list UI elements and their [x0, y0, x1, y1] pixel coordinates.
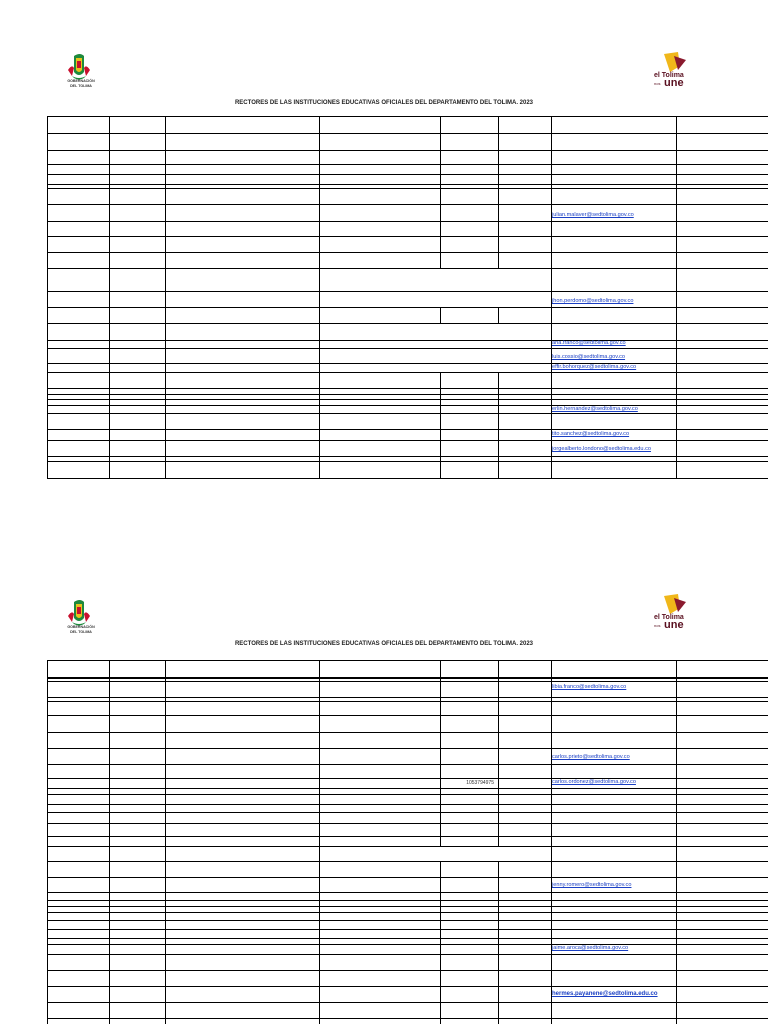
- page-title: RECTORES DE LAS INSTITUCIONES EDUCATIVAS OFICIALES DEL DEPARTAMENTO DEL TOLIMA. 2023: [234, 641, 534, 647]
- tolima-logo-line3: une: [664, 619, 684, 631]
- document-page-2: [0, 590, 768, 1024]
- tolima-heart-icon: [650, 50, 706, 74]
- tolima-heart-icon: [650, 592, 706, 616]
- email-link[interactable]: libia.franco@sedtolima.gov.co: [552, 684, 627, 690]
- gobernacion-logo-line2: DEL TOLIMA: [70, 630, 92, 634]
- email-link[interactable]: julian.malaver@sedtolima.gov.co: [552, 212, 634, 218]
- email-link[interactable]: luis.cossio@sedtolima.gov.co: [552, 354, 626, 360]
- email-link[interactable]: hermes.payanene@sedtolima.edu.co: [552, 991, 658, 997]
- email-link[interactable]: tito.sanchez@sedtolima.gov.co: [552, 431, 630, 437]
- gobernacion-logo-line1: GOBERNACIÓN: [67, 79, 95, 83]
- gobernacion-logo-line2: DEL TOLIMA: [70, 84, 92, 88]
- document-page-1: [0, 0, 768, 490]
- gobernacion-logo: [60, 596, 120, 636]
- gobernacion-logo-line1: GOBERNACIÓN: [67, 625, 95, 629]
- phone-number: 1053794975: [466, 780, 494, 786]
- tolima-logo-line2: nos: [654, 623, 661, 628]
- email-link[interactable]: carlos.ordonez@sedtolima.gov.co: [552, 779, 636, 785]
- email-link[interactable]: ana.franco@sedtolima.gov.co: [552, 340, 626, 346]
- email-link[interactable]: jaime.aroca@sedtolima.gov.co: [552, 945, 629, 951]
- email-link[interactable]: jenny.romero@sedtolima.gov.co: [552, 882, 632, 888]
- email-link[interactable]: effir.bohorquez@sedtolima.gov.co: [552, 364, 637, 370]
- rectors-table: [47, 660, 768, 1024]
- tolima-logo-line1: el Tolima: [654, 614, 684, 621]
- email-link[interactable]: carlos.prieto@sedtolima.gov.co: [552, 754, 630, 760]
- tolima-une-logo: [650, 592, 706, 634]
- rectors-table: [47, 116, 768, 479]
- tolima-logo-line1: el Tolima: [654, 72, 684, 79]
- tolima-logo-line3: une: [664, 77, 684, 89]
- email-link[interactable]: jorgealberto.londono@sedtolima.edu.co: [552, 446, 651, 452]
- gobernacion-logo: [60, 50, 120, 90]
- email-link[interactable]: erlin.hernandez@sedtolima.gov.co: [552, 406, 638, 412]
- email-link[interactable]: jhon.perdomo@sedtolima.gov.co: [552, 298, 634, 304]
- page-title: RECTORES DE LAS INSTITUCIONES EDUCATIVAS OFICIALES DEL DEPARTAMENTO DEL TOLIMA. 2023: [234, 100, 534, 106]
- tolima-logo-line2: nos: [654, 81, 661, 86]
- tolima-une-logo: [650, 50, 706, 92]
